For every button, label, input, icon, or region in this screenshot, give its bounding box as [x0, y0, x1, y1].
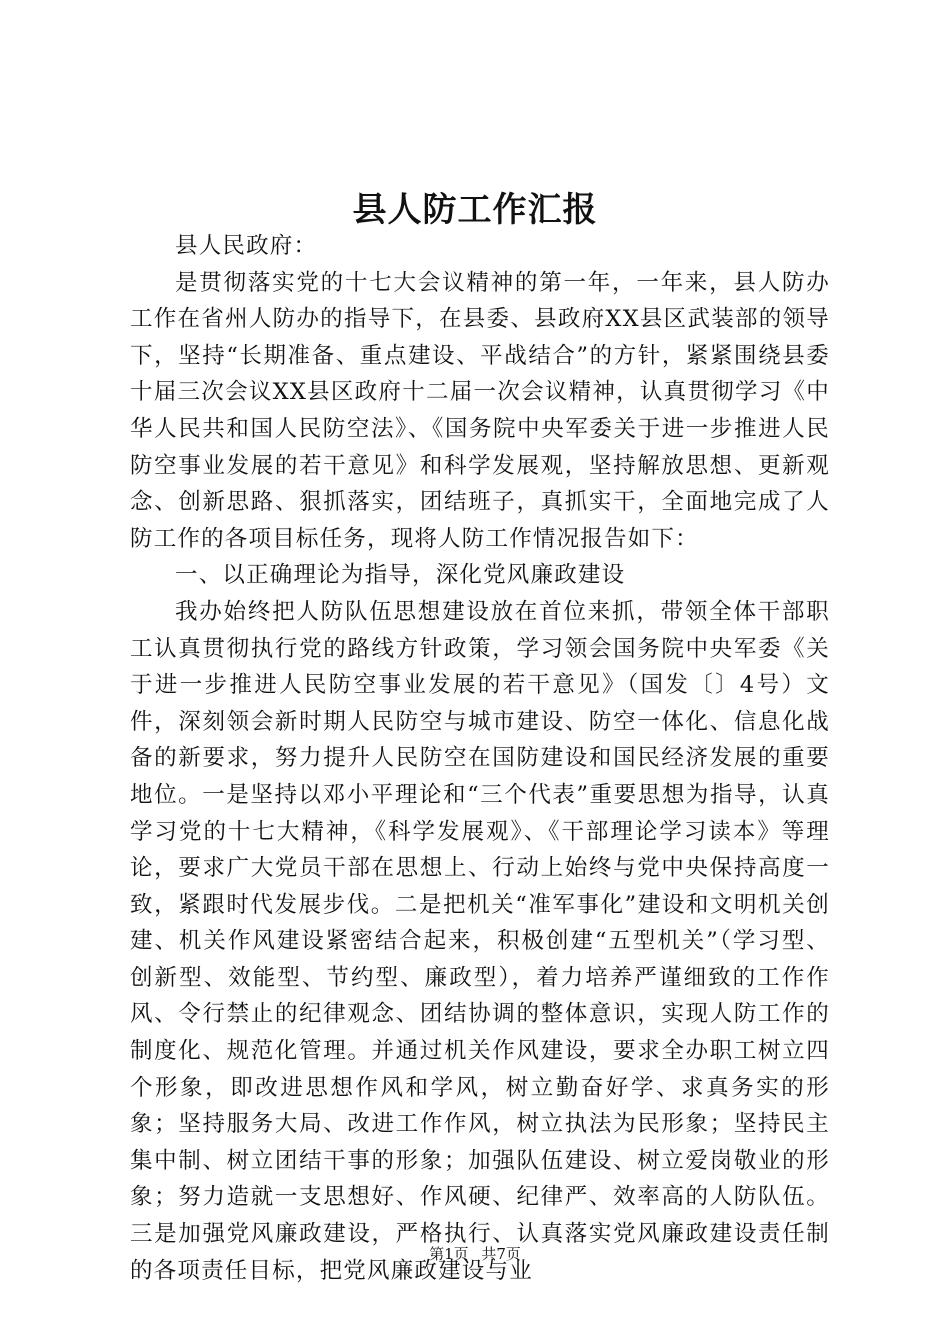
document-title: 县人防工作汇报: [352, 190, 598, 230]
page-number: 第1页: [429, 1245, 469, 1263]
document-body: [130, 228, 830, 1289]
intro-paragraph: 是贯彻落实党的十七大会议精神的第一年，一年来，县人防办工作在省州人防办的指导下，在县委、县政府XX县区武装部的领导下，坚持“长期准备、重点建设、平战结合”的方针，紧紧围绕县委十届三次会议XX县区政府十二届一次会议精神，认真贯彻学习《中华人民共和国人民防空法》、《国务院中央军委关于进一步推进人民防空事业发展的若干意见》和科学发展观，坚持解放思想、更新观念、创新思路、狠抓落实，团结班子，真抓实干，全面地完成了人防工作的各项目标任务，现将人防工作情况报告如下：: [130, 269, 830, 552]
page-total: 共7页: [481, 1245, 521, 1263]
section-paragraph: 我办始终把人防队伍思想建设放在首位来抓，带领全体干部职工认真贯彻执行党的路线方针政策，学习领会国务院中央军委《关于进一步推进人民防空事业发展的若干意见》（国发〔〕4号）文件，深刻领会新时期人民防空与城市建设、防空一体化、信息化战备的新要求，努力提升人民防空在国防建设和国民经济发展的重要地位。一是坚持以邓小平理论和“三个代表”重要思想为指导，认真学习党的十七大精神，《科学发展观》、《干部理论学习读本》等理论，要求广大党员干部在思想上、行动上始终与党中央保持高度一致，紧跟时代发展步伐。二是把机关“准军事化”建设和文明机关创建、机关作风建设紧密结合起来，积极创建“五型机关”（学习型、创新型、效能型、节约型、廉政型），着力培养严谨细致的工作作风、令行禁止的纪律观念、团结协调的整体意识，实现人防工作的制度化、规范化管理。并通过机关作风建设，要求全办职工树立四个形象，即改进思想作风和学风，树立勤奋好学、求真务实的形象；坚持服务大局、改进工作作风，树立执法为民形象；坚持民主集中制、树立团结干事的形象；加强队伍建设、树立爱岗敬业的形象；努力造就一支思想好、作风硬、纪律严、效率高的人防队伍。三是加强党风廉政建设，严格执行、认真落实党风廉政建设责任制的各项责任目标，把党风廉政建设与业: [130, 598, 830, 1284]
salutation-paragraph: 县人民政府：: [175, 233, 318, 259]
page-footer: [0, 1242, 950, 1266]
section-heading: 一、以正确理论为指导，深化党风廉政建设: [175, 562, 626, 589]
